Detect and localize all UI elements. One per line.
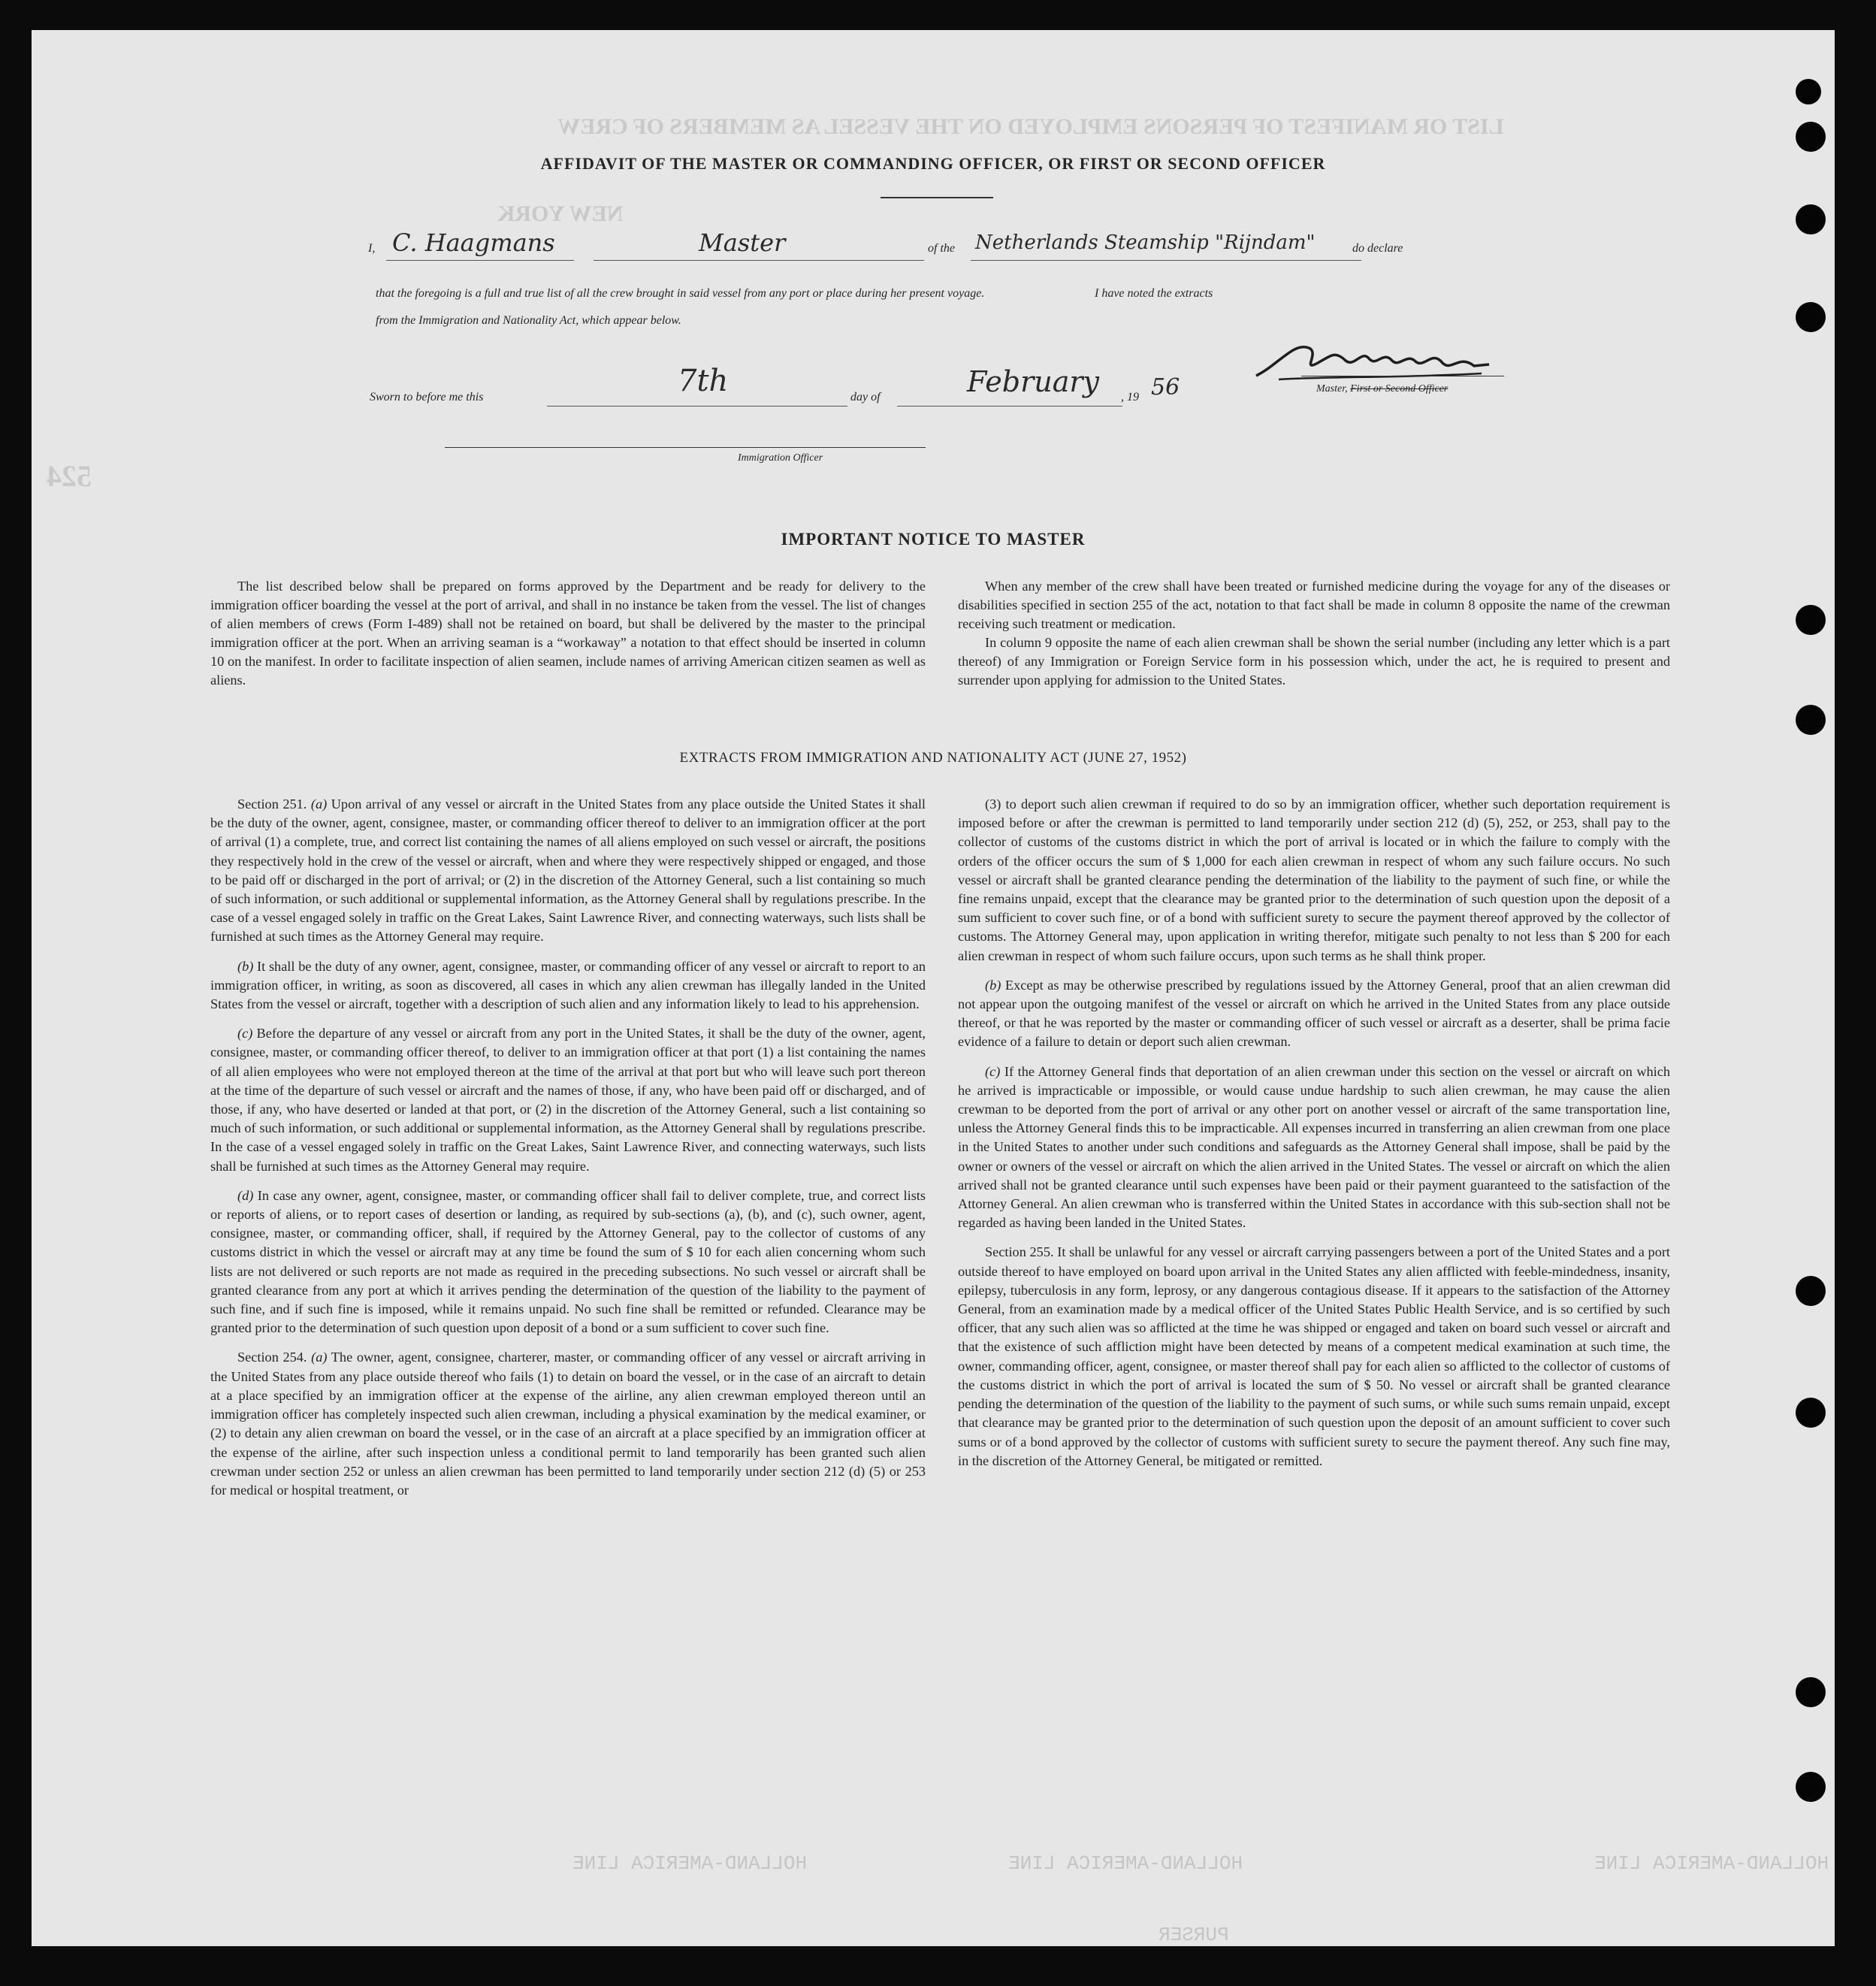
extracts-heading: EXTRACTS FROM IMMIGRATION AND NATIONALITY ACT (JUNE 27, 1952) xyxy=(679,750,1187,766)
subsection-letter: (d) xyxy=(237,1187,254,1203)
extract-paragraph xyxy=(210,1024,926,1176)
year-handwritten: 56 xyxy=(1151,374,1180,401)
affidavit-prefix: I, xyxy=(368,242,376,255)
bleed-through-bottom-line-2: HOLLAND-AMERICA LINE xyxy=(1008,1852,1243,1875)
extract-paragraph xyxy=(210,1186,926,1338)
master-signature xyxy=(1249,334,1497,387)
notice-right-column xyxy=(958,577,1670,690)
of-the-text: of the xyxy=(928,242,955,255)
affidavit-line-2: that the foregoing is a full and true list of all the crew brought in said vessel from any port or place during her present voyage. xyxy=(376,287,985,300)
punch-hole xyxy=(1796,1772,1826,1802)
document-sheet xyxy=(32,30,1835,1946)
extracts-left-column xyxy=(210,795,926,1510)
bleed-through-bottom-line-1: HOLLAND-AMERICA LINE xyxy=(572,1852,808,1875)
affidavit-heading: AFFIDAVIT OF THE MASTER OR COMMANDING OFFICER, OR FIRST OR SECOND OFFICER xyxy=(540,154,1326,173)
extract-paragraph xyxy=(210,957,926,1014)
punch-hole xyxy=(1796,122,1826,152)
paragraph-text: Before the departure of any vessel or aircraft from any port in the United States, it shall be the duty of the owner, agent, consignee, master, or commanding officer thereof, to deliver to an immigration officer at that port (1) a list containing the names of all alien employees who were not employed thereon at the time of the arrival at that port but who will leave such port thereon at the time of the departure of such vessel or aircraft and the names of those, if any, who have been paid off or discharged, and of those, if any, who have deserted or landed at that port, or (2) in the discretion of the Attorney General, such a list containing so much of such information, or such additional or supplemental information, as the Attorney General shall by regulations prescribe. In the case of a vessel engaged solely in traffic on the Great Lakes, Saint Lawrence River, and connecting waterways, such lists shall be furnished at such times as the Attorney General may require. xyxy=(210,1026,926,1174)
extract-paragraph xyxy=(958,976,1670,1052)
punch-hole xyxy=(1796,1276,1826,1306)
bleed-through-page-number: 524 xyxy=(47,459,92,493)
extract-paragraph xyxy=(958,795,1670,966)
section-number: Section 254. xyxy=(237,1350,312,1365)
notice-heading: IMPORTANT NOTICE TO MASTER xyxy=(781,530,1086,549)
punch-hole xyxy=(1796,204,1826,234)
punch-hole xyxy=(1796,705,1826,735)
affidavit-line-2-right: I have noted the extracts xyxy=(1095,287,1213,300)
extract-paragraph xyxy=(210,795,926,947)
punch-hole xyxy=(1796,1677,1826,1707)
do-declare-text: do declare xyxy=(1352,242,1403,255)
paragraph-text: The owner, agent, consignee, charterer, master, or commanding officer of any vessel or aircraft arriving in the United States from any place outside thereof who fails (1) to detain on board the vessel, or in the case of an aircraft to detain at a place specified by an immigration officer at the expense of the airline, any alien crewman employed thereon until an immigration officer has completely inspected such alien crewman, including a physical examination by the medical examiner, or (2) to detain any alien crewman on board the vessel, or in the case of an aircraft at a place specified by an immigration officer at the expense of the airline, after such inspection unless a conditional permit to land temporarily has been granted such alien crewman under section 252 or unless an alien crewman has been permitted to land temporarily under section 212 (d) (5) or 253 for medical or hospital treatment, or xyxy=(210,1350,926,1498)
subsection-letter: (c) xyxy=(985,1063,1001,1079)
sworn-day-handwritten: 7th xyxy=(678,364,729,398)
subsection-letter: (a) xyxy=(311,1350,328,1365)
subsection-letter: (a) xyxy=(310,797,328,812)
paragraph-text: It shall be unlawful for any vessel or aircraft carrying passengers between a port of the United States and a port outside thereof to have employed on board upon arrival in the United States any alien afflicted with feeble-mindedness, insanity, epilepsy, tuberculosis in any form, leprosy, or any dangerous contagious disease. If it appears to the satisfaction of the Attorney General, from an examination made by a medical officer of the United States Public Health Service, and is so certified by such officer, that any such alien was so afflicted at the time he was shipped or engaged and taken on board such vessel or aircraft and that the existence of such affliction might have been detected by means of a competent medical examination at such time, the owner, commanding officer, agent, consignee, or master thereof shall pay for each alien so afflicted to the collector of customs of the customs district in which the port of arrival is located the sum of $ 50. No vessel or aircraft shall be granted clearance pending the determination of the question of the liability to the payment of such sums, or while such sums remain unpaid, except that clearance may be granted prior to the determination of such question upon the deposit of an amount sufficient to cover such sums or of a bond approved by the collector of customs with sufficient surety to secure the payment thereof. Any such fine may, in the discretion of the Attorney General, be mitigated or remitted. xyxy=(958,1244,1671,1468)
punch-hole xyxy=(1796,79,1821,104)
affidavit-line-1 xyxy=(368,227,1540,264)
master-name-handwritten: C. Haagmans xyxy=(392,228,555,257)
immigration-officer-caption: Immigration Officer xyxy=(738,452,823,464)
signature-caption xyxy=(1316,383,1448,395)
caption-struck-officer: First or Second Officer xyxy=(1350,383,1449,394)
subsection-letter: (b) xyxy=(237,958,254,974)
subsection-letter: (b) xyxy=(985,977,1001,993)
year-prefix: , 19 xyxy=(1121,391,1139,404)
paragraph-text: If the Attorney General finds that deportation of an alien crewman under this section on the vessel or aircraft on which he arrived is impracticable or impossible, or would cause undue hardship to such alien crewman, he may cause the alien crewman to be deported from the port of arrival or any other port on another vessel or aircraft of the same transportation line, unless the Attorney General finds this to be impracticable. All expenses incurred in transferring an alien crewman from one place in the United States to another under such conditions and safeguards as the Attorney General shall impose, shall be paid by the owner or owners of the vessel or aircraft on which the alien arrived in the United States. The vessel or aircraft on which the alien arrived shall not be granted clearance until such expenses have been paid or their payment guaranteed to the satisfaction of the Attorney General. An alien crewman who is transferred within the United States in accordance with this sub-section shall not be regarded as having been landed in the United States. xyxy=(958,1063,1670,1231)
notice-left-text: The list described below shall be prepared on forms approved by the Department and be ready for delivery to the immigration officer boarding the vessel at the port of arrival, and shall in no instance be taken from the vessel. The list of changes of alien members of crews (Form I-489) shall not be retained on board, but shall be delivered by the master to the principal immigration officer at the port. When an arriving seaman is a “workaway” a notation to that effect should be inserted in column 10 on the manifest. In order to facilitate inspection of alien seamen, include names of arriving American citizen seamen as well as aliens. xyxy=(210,579,926,688)
paragraph-text: It shall be the duty of any owner, agent, consignee, master, or commanding officer of any vessel or aircraft to report to an immigration officer, in writing, as soon as discovered, all cases in which any alien crewman has illegally landed in the United States from the vessel or aircraft, together with a description of such alien and any information likely to lead to his apprehension. xyxy=(210,958,926,1012)
notice-left-column xyxy=(210,577,926,690)
punch-hole xyxy=(1796,605,1826,635)
extract-paragraph xyxy=(958,1063,1670,1233)
extracts-right-column xyxy=(958,795,1670,1481)
paragraph-text: Upon arrival of any vessel or aircraft in the United States from any place outside the United States it shall be the duty of the owner, agent, consignee, master, or commanding officer thereof to deliver to an immigration officer at the port of arrival (1) a complete, true, and correct list containing the names of all aliens employed on such vessel or aircraft, the positions they respectively hold in the crew of the vessel or aircraft, when and where they were respectively shipped or engaged, and those to be paid off or discharged in the port of arrival; or (2) in the discretion of the Attorney General, such a list containing so much of such information, or such additional or supplemental information, as the Attorney General shall by regulations prescribe. In the case of a vessel engaged solely in traffic on the Great Lakes, Saint Lawrence River, and connecting waterways, such lists shall be furnished at such times as the Attorney General may require. xyxy=(210,797,926,945)
paragraph-text: In case any owner, agent, consignee, master, or commanding officer shall fail to deliver complete, true, and correct lists or reports of aliens, or to report cases of desertion or landing, as required by sub-sections (a), (b), and (c), such owner, agent, consignee, master, or commanding officer, shall, if required by the Attorney General, pay to the collector of customs of any customs district in which the vessel or aircraft may at any time be found the sum of $ 10 for each alien concerning whom such lists are not delivered or such reports are not made as required in the preceding subsections. No such vessel or aircraft shall be granted clearance from any port at which it arrives pending the determination of the question of the liability to the payment of such fine, and if such fine is imposed, while it remains unpaid. No such fine shall be remitted or refunded. Clearance may be granted prior to the determination of such question upon deposit of a bond or a sum sufficient to cover such fine. xyxy=(210,1187,926,1336)
subsection-letter: (c) xyxy=(237,1026,253,1041)
extract-paragraph xyxy=(958,1243,1670,1470)
bleed-through-footer: PURSER xyxy=(1159,1924,1229,1946)
punch-hole xyxy=(1796,1398,1826,1428)
sworn-text: Sworn to before me this xyxy=(370,391,484,404)
notice-right-text-2: In column 9 opposite the name of each alien crewman shall be shown the serial number (including any letter which is a part thereof) of any Immigration or Foreign Service form in his possession which, under the act, he is required to present and surrender upon applying for admission to the United States. xyxy=(958,635,1670,688)
notice-right-text-1: When any member of the crew shall have been treated or furnished medicine during the voyage for any of the diseases or disabilities specified in section 255 of the act, notation to that fact shall be made in column 8 opposite the name of the crewman receiving such treatment or medication. xyxy=(958,579,1670,631)
paragraph-text: (3) to deport such alien crewman if required to do so by an immigration officer, whether such deportation requirement is imposed before or after the crewman is permitted to land temporarily under section 212 (d) (5), 252, or 253, shall pay to the collector of customs of the customs district in which the port of arrival is located or in which the failure to comply with the orders of the officer occurs the sum of $ 1,000 for each alien crewman in respect of whom any such failure occurs. No such vessel or aircraft shall be granted clearance pending the determination of the liability to the payment of such fine, or while the fine remains unpaid, except that the clearance may be granted prior to the determination of such question upon the deposit of a sum sufficient to cover such fine, or of a bond with sufficient surety to secure the payment thereof approved by the collector of customs. The Attorney General may, upon application in writing therefor, mitigate such penalty to not less than $ 200 for each alien crewman in respect of whom such failure occurs, upon such terms as he shall think proper. xyxy=(958,797,1670,963)
day-of-text: day of xyxy=(850,391,881,404)
master-title-handwritten: Master xyxy=(699,228,786,257)
bleed-through-bottom-line-3: HOLLAND-AMERICA LINE xyxy=(1594,1852,1829,1875)
bleed-through-heading: LIST OR MANIFEST OF PERSONS EMPLOYED ON THE VESSEL AS MEMBERS OF CREW xyxy=(557,114,1504,139)
sworn-month-handwritten: February xyxy=(967,365,1100,398)
vessel-name-handwritten: Netherlands Steamship "Rijndam" xyxy=(975,231,1316,254)
affidavit-line-3: from the Immigration and Nationality Act, which appear below. xyxy=(376,314,681,327)
punch-hole xyxy=(1796,302,1826,332)
extract-paragraph xyxy=(210,1348,926,1500)
immigration-officer-line xyxy=(445,447,926,448)
section-number: Section 255. xyxy=(985,1244,1058,1260)
section-number: Section 251. xyxy=(237,797,311,812)
sworn-line xyxy=(370,364,1271,413)
caption-master: Master, xyxy=(1316,383,1348,394)
paragraph-text: Except as may be otherwise prescribed by regulations issued by the Attorney General, proof that an alien crewman did not appear upon the outgoing manifest of the vessel or aircraft on which he arrived in the United States from any place outside thereof, or that he was reported by the master or commanding officer of such vessel or aircraft as a deserter, shall be prima facie evidence of a failure to detain or deport such alien crewman. xyxy=(958,977,1670,1050)
heading-divider xyxy=(881,197,993,198)
bleed-through-port: NEW YORK xyxy=(497,201,624,226)
